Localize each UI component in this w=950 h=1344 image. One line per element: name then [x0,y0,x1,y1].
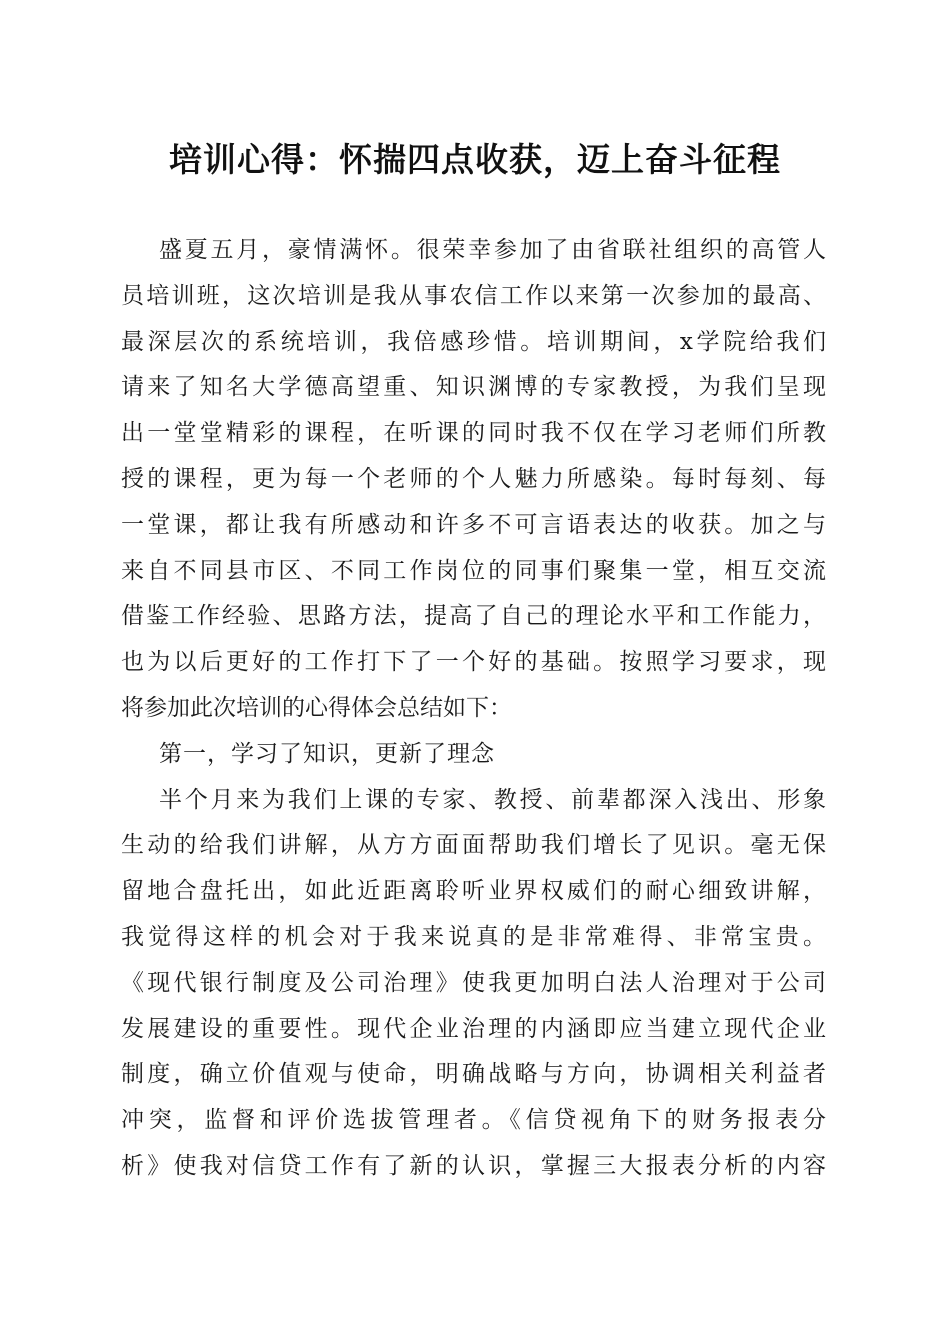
paragraph-1-line: 将参加此次培训的心得体会总结如下： [121,694,512,721]
document-body [121,228,826,1190]
paragraph-1-line: 授的课程，更为每一个老师的个人魅力所感染。每时每刻、每 [121,465,826,492]
paragraph-2-line: 冲突，监督和评价选拔管理者。《信贷视角下的财务报表分 [121,1107,826,1134]
paragraph-1-line: 出一堂堂精彩的课程，在听课的同时我不仅在学习老师们所教 [121,420,826,447]
document-title: 培训心得：怀揣四点收获，迈上奋斗征程 [169,140,781,179]
paragraph-1-line: 请来了知名大学德高望重、知识渊博的专家教授，为我们呈现 [121,374,826,401]
paragraph-2-line: 制度，确立价值观与使命，明确战略与方向，协调相关利益者 [121,1061,826,1088]
paragraph-2-line: 析》使我对信贷工作有了新的认识，掌握三大报表分析的内容 [121,1152,826,1179]
paragraph-1-line: 来自不同县市区、不同工作岗位的同事们聚集一堂，相互交流 [121,557,826,584]
paragraph-1-line: 最深层次的系统培训，我倍感珍惜。培训期间，x学院给我们 [121,328,826,355]
paragraph-1-line: 借鉴工作经验、思路方法，提高了自己的理论水平和工作能力， [121,603,826,630]
paragraph-2-line: 《现代银行制度及公司治理》使我更加明白法人治理对于公司 [121,969,826,996]
paragraph-2-line: 留地合盘托出，如此近距离聆听业界权威们的耐心细致讲解， [121,878,826,905]
paragraph-1-line: 也为以后更好的工作打下了一个好的基础。按照学习要求，现 [121,649,826,676]
paragraph-1-line: 一堂课，都让我有所感动和许多不可言语表达的收获。加之与 [121,511,826,538]
paragraph-2-line: 我觉得这样的机会对于我来说真的是非常难得、非常宝贵。 [121,923,826,950]
paragraph-2-line: 发展建设的重要性。现代企业治理的内涵即应当建立现代企业 [121,1015,826,1042]
paragraph-2-line: 生动的给我们讲解，从方方面面帮助我们增长了见识。毫无保 [121,832,826,859]
paragraph-1-line: 员培训班，这次培训是我从事农信工作以来第一次参加的最高、 [121,282,826,309]
section-heading-1: 第一，学习了知识，更新了理念 [159,740,495,767]
paragraph-2-line: 半个月来为我们上课的专家、教授、前辈都深入浅出、形象 [159,786,826,813]
paragraph-1-line: 盛夏五月，豪情满怀。很荣幸参加了由省联社组织的高管人 [159,237,826,263]
